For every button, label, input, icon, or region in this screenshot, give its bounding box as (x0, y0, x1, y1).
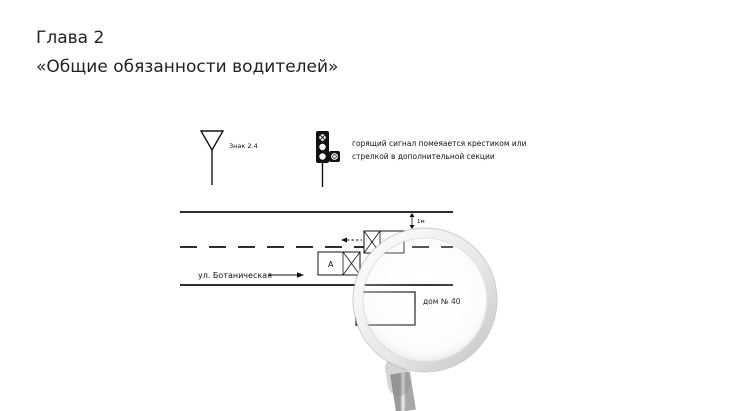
car-a-body (318, 252, 360, 275)
car-a (318, 252, 360, 275)
yield-sign (201, 131, 223, 185)
traffic-light (316, 131, 340, 187)
lane-offset-label: 1м (417, 219, 425, 225)
signal-note-line1: горящий сигнал помеяается крестиком или (352, 139, 527, 148)
car-b-direction-arrow (341, 238, 362, 243)
yield-sign-triangle (201, 131, 223, 150)
signal-middle (319, 144, 325, 150)
chapter-subtitle: «Общие обязанности водителей» (36, 57, 339, 77)
magnifier-handle (396, 368, 406, 411)
signal-note-line2: стрелкой в дополнительной секции (352, 152, 495, 161)
lane-offset-dimension (410, 213, 415, 229)
magnifier-icon (353, 228, 497, 411)
chapter-title: Глава 2 (36, 28, 105, 48)
signal-bottom (319, 153, 325, 159)
street-label: ул. Ботаническая (198, 271, 272, 280)
sign-label: Знак 2.4 (229, 142, 258, 150)
car-a-label: А (328, 260, 334, 269)
street-direction-arrow (269, 272, 304, 277)
